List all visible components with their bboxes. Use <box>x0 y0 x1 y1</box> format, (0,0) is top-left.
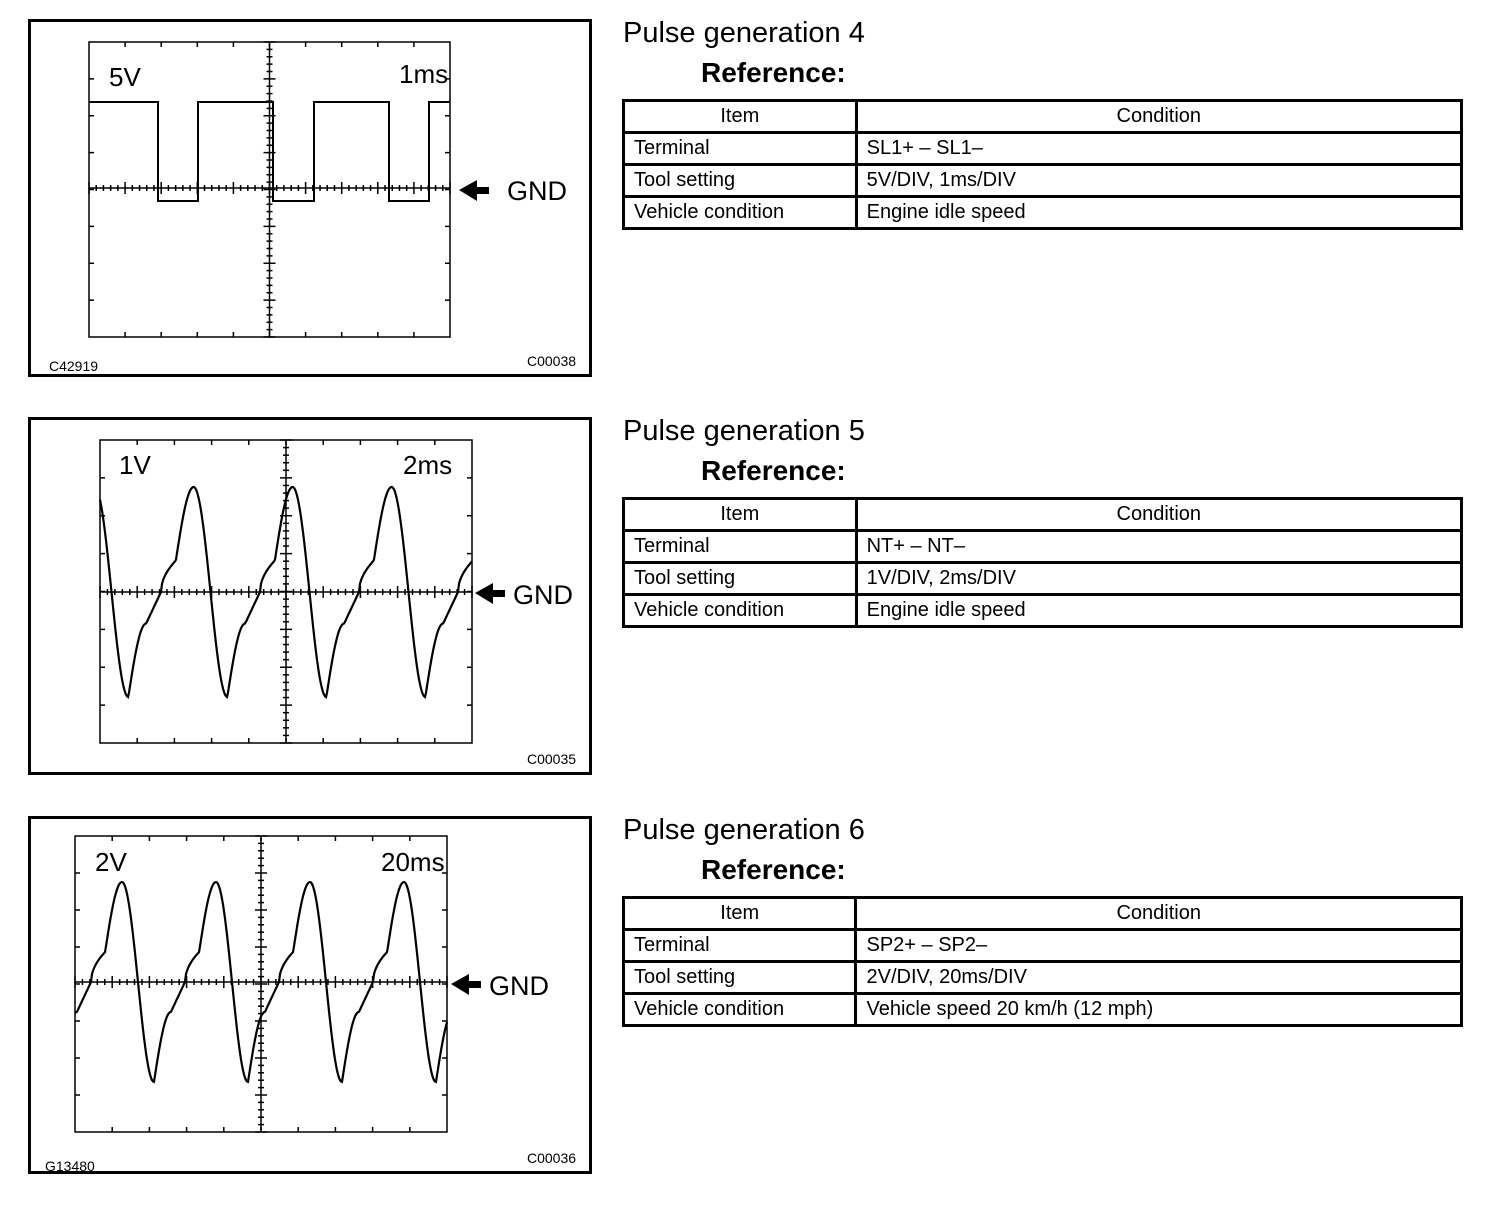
item-cell: Terminal <box>624 930 856 962</box>
section-title: Pulse generation 6 <box>623 814 865 846</box>
condition-cell: Engine idle speed <box>856 595 1461 627</box>
item-cell: Terminal <box>624 133 857 165</box>
figure-code-left: C42919 <box>49 358 99 374</box>
pulse-section-4 <box>0 0 1504 398</box>
condition-column-header: Condition <box>856 499 1461 531</box>
condition-column-header: Condition <box>856 898 1462 930</box>
gnd-arrow-icon <box>451 974 481 995</box>
table-row <box>624 531 1462 563</box>
table-row <box>624 165 1462 197</box>
time-per-div-label: 2ms <box>403 450 453 480</box>
ac-pulse-waveform-icon <box>31 819 589 1171</box>
item-cell: Vehicle condition <box>624 197 857 229</box>
figure-code-left: G13480 <box>45 1158 95 1171</box>
figure-code-right: C00038 <box>527 353 577 369</box>
figure-code-right: C00036 <box>527 1150 577 1166</box>
item-cell: Vehicle condition <box>624 595 857 627</box>
condition-table <box>622 896 1463 1027</box>
section-title: Pulse generation 4 <box>623 17 865 49</box>
condition-cell: NT+ – NT– <box>856 531 1461 563</box>
table-header-row <box>624 499 1462 531</box>
volts-per-div-label: 1V <box>119 450 151 480</box>
table-header-row <box>624 101 1462 133</box>
volts-per-div-label: 2V <box>95 847 127 877</box>
item-cell: Vehicle condition <box>624 994 856 1026</box>
table-row <box>624 930 1462 962</box>
item-column-header: Item <box>624 101 857 133</box>
table-header-row <box>624 898 1462 930</box>
oscilloscope-panel <box>28 417 592 775</box>
condition-cell: 2V/DIV, 20ms/DIV <box>856 962 1462 994</box>
item-column-header: Item <box>624 898 856 930</box>
table-row <box>624 994 1462 1026</box>
item-cell: Tool setting <box>624 563 857 595</box>
condition-cell: Engine idle speed <box>856 197 1461 229</box>
table-row <box>624 133 1462 165</box>
figure-code-right: C00035 <box>527 751 577 767</box>
gnd-arrow-icon <box>475 583 505 604</box>
table-row <box>624 962 1462 994</box>
condition-cell: 5V/DIV, 1ms/DIV <box>856 165 1461 197</box>
table-row <box>624 197 1462 229</box>
pulse-section-5 <box>0 398 1504 796</box>
oscilloscope-panel <box>28 19 592 377</box>
item-cell: Terminal <box>624 531 857 563</box>
time-per-div-label: 20ms <box>381 847 445 877</box>
condition-table <box>622 497 1463 628</box>
gnd-label: GND <box>513 580 573 610</box>
gnd-label: GND <box>507 176 567 206</box>
condition-cell: SL1+ – SL1– <box>856 133 1461 165</box>
volts-per-div-label: 5V <box>109 62 141 92</box>
condition-cell: 1V/DIV, 2ms/DIV <box>856 563 1461 595</box>
table-row <box>624 563 1462 595</box>
section-title: Pulse generation 5 <box>623 415 865 447</box>
gnd-label: GND <box>489 971 549 1001</box>
item-cell: Tool setting <box>624 165 857 197</box>
ac-pulse-waveform-icon <box>31 420 589 772</box>
gnd-arrow-icon <box>459 180 489 201</box>
condition-cell: Vehicle speed 20 km/h (12 mph) <box>856 994 1462 1026</box>
reference-heading: Reference: <box>701 854 846 885</box>
time-per-div-label: 1ms <box>399 59 449 89</box>
condition-table <box>622 99 1463 230</box>
condition-cell: SP2+ – SP2– <box>856 930 1462 962</box>
item-column-header: Item <box>624 499 857 531</box>
oscilloscope-panel <box>28 816 592 1174</box>
reference-heading: Reference: <box>701 57 846 88</box>
pulse-section-6 <box>0 797 1504 1195</box>
reference-heading: Reference: <box>701 455 846 486</box>
condition-column-header: Condition <box>856 101 1461 133</box>
table-row <box>624 595 1462 627</box>
item-cell: Tool setting <box>624 962 856 994</box>
square-pulse-waveform-icon <box>31 22 589 374</box>
